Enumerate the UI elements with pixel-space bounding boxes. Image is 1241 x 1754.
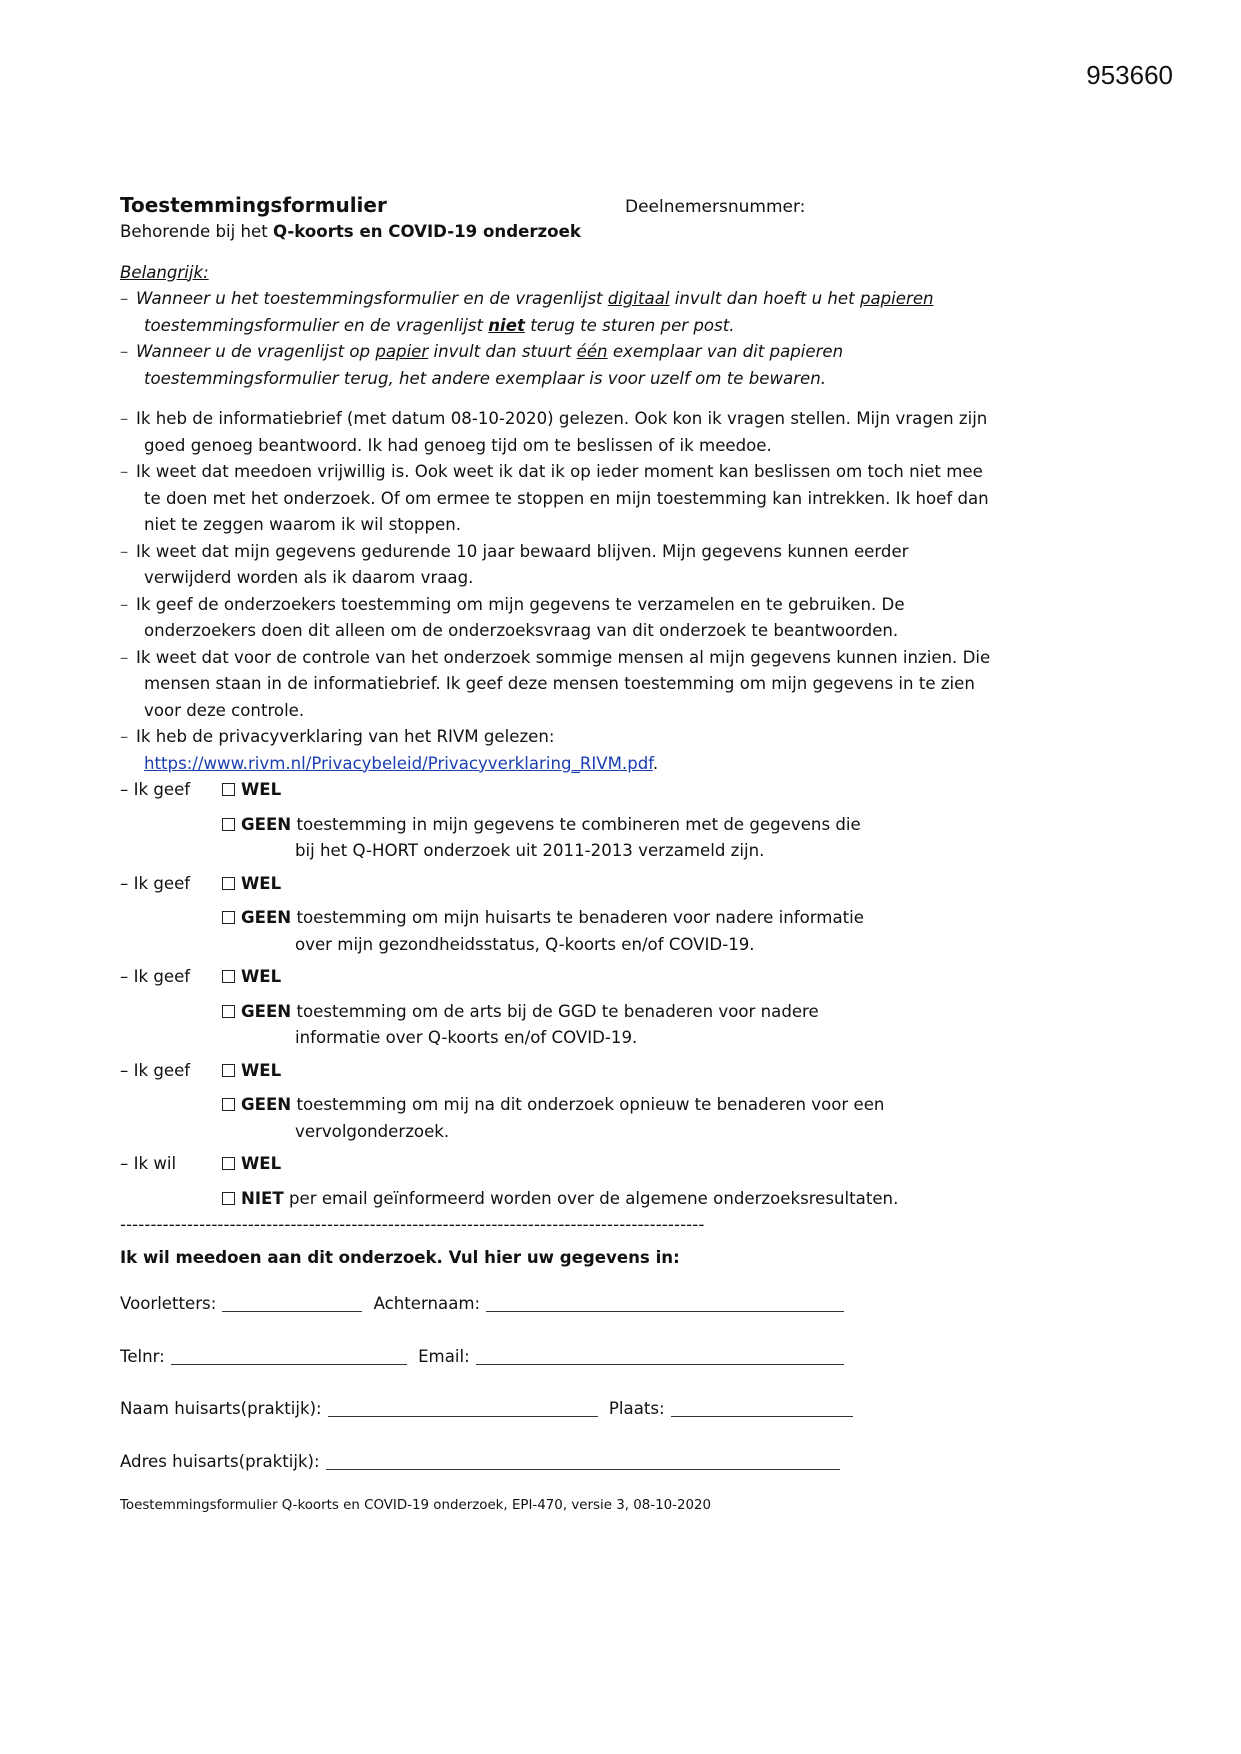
checkbox-wel[interactable]: [222, 1157, 235, 1170]
important-label: Belangrijk:: [120, 262, 209, 282]
place-label: Plaats:: [608, 1399, 665, 1418]
participation-heading: Ik wil meedoen aan dit onderzoek. Vul hier uw gegevens in:: [120, 1247, 680, 1267]
statement-5: – Ik weet dat voor de controle van het onderzoek sommige mensen al mijn gegevens kunnen inzien. Die mensen staan in de informatiebrief. Ik geef deze mensen toestemming om mijn gegevens in te zien voor deze controle.: [120, 647, 991, 720]
important-item-1: – Wanneer u het toestemmingsformulier en de vragenlijst digitaal invult dan hoeft u het papieren toestemmingsformulier en de vragenlijst niet terug te sturen per post.: [120, 289, 934, 335]
place-field[interactable]: [671, 1398, 853, 1417]
checkbox-wel[interactable]: [222, 1064, 235, 1077]
statement-1: – Ik heb de informatiebrief (met datum 08-10-2020) gelezen. Ook kon ik vragen stellen. Mijn vragen zijn goed genoeg beantwoord. Ik had genoeg tijd om te beslissen of ik meedoe.: [120, 409, 988, 455]
consent-form: [120, 192, 1040, 1520]
initials-field[interactable]: [222, 1293, 362, 1312]
statement-4: – Ik geef de onderzoekers toestemming om mijn gegevens te verzamelen en te gebruiken. De onderzoekers doen dit alleen om de onderzoeksvraag van dit onderzoek te beantwoorden.: [120, 594, 905, 640]
email-field[interactable]: [476, 1346, 844, 1365]
important-item-2: – Wanneer u de vragenlijst op papier invult dan stuurt één exemplaar van dit papieren toestemmingsformulier terug, het andere exemplaar is voor uzelf om te bewaren.: [120, 342, 844, 388]
email-label: Email:: [418, 1346, 470, 1366]
checkbox-wel[interactable]: [222, 783, 235, 796]
form-title: Toestemmingsformulier: [120, 193, 387, 217]
initials-label: Voorletters:: [120, 1294, 217, 1313]
privacy-link[interactable]: https://www.rivm.nl/Privacybeleid/Privacyverklaring_RIVM.pdf: [144, 753, 653, 773]
form-header: [120, 192, 1040, 219]
checkbox-wel[interactable]: [222, 970, 235, 983]
participant-number-label: Deelnemersnummer:: [625, 197, 806, 217]
checkbox-geen[interactable]: [222, 818, 235, 831]
footer-note: Toestemmingsformulier Q-koorts en COVID-19 onderzoek, EPI-470, versie 3, 08-10-2020: [120, 1498, 712, 1513]
field-row-gp-address: [120, 1449, 1040, 1476]
statement-privacy: – Ik heb de privacyverklaring van het RIVM gelezen:: [120, 727, 555, 746]
privacy-link-row: https://www.rivm.nl/Privacybeleid/Privacyverklaring_RIVM.pdf.: [120, 751, 1040, 778]
field-row-contact: [120, 1344, 1040, 1371]
document-id: 953660: [1086, 60, 1173, 90]
field-row-name: [120, 1291, 1040, 1318]
statement-3: – Ik weet dat mijn gegevens gedurende 10 jaar bewaard blijven. Mijn gegevens kunnen eerder verwijderd worden als ik daarom vraag.: [120, 541, 909, 587]
phone-field[interactable]: [171, 1346, 407, 1365]
checkbox-geen[interactable]: [222, 1005, 235, 1018]
option-follow-up: – Ik geef WEL GEEN toestemming om mij na dit onderzoek opnieuw te benaderen voor een vervolgonderzoek.: [120, 1060, 885, 1141]
gp-name-field[interactable]: [328, 1398, 598, 1417]
option-combine-data: – Ik geef WEL GEEN toestemming in mijn gegevens te combineren met de gegevens die bij het Q-HORT onderzoek uit 2011-2013 verzameld zijn.: [120, 780, 861, 860]
separator-line: ------------------------------------------------------------------------------------------------: [120, 1215, 705, 1234]
form-subtitle: Behorende bij het Q-koorts en COVID-19 onderzoek: [120, 222, 581, 241]
option-contact-ggd: – Ik geef WEL GEEN toestemming om de arts bij de GGD te benaderen voor nadere informatie over Q-koorts en/of COVID-19.: [120, 967, 819, 1047]
checkbox-geen[interactable]: [222, 1098, 235, 1111]
surname-field[interactable]: [486, 1293, 844, 1312]
option-email-results: – Ik wil WEL NIET per email geïnformeerd worden over de algemene onderzoeksresultaten.: [120, 1154, 899, 1208]
phone-label: Telnr:: [120, 1346, 165, 1366]
checkbox-niet[interactable]: [222, 1192, 235, 1205]
checkbox-wel[interactable]: [222, 877, 235, 890]
gp-address-label: Adres huisarts(praktijk):: [120, 1451, 320, 1471]
gp-address-field[interactable]: [326, 1451, 840, 1470]
gp-name-label: Naam huisarts(praktijk):: [120, 1399, 322, 1418]
field-row-gp: [120, 1396, 1040, 1423]
statement-2: – Ik weet dat meedoen vrijwillig is. Ook weet ik dat ik op ieder moment kan beslissen om toch niet mee te doen met het onderzoek. Of om ermee te stoppen en mijn toestemming kan intrekken. Ik hoef dan niet te zeggen waarom ik wil stoppen.: [120, 462, 989, 534]
surname-label: Achternaam:: [373, 1294, 481, 1313]
checkbox-geen[interactable]: [222, 911, 235, 924]
option-contact-gp: – Ik geef WEL GEEN toestemming om mijn huisarts te benaderen voor nadere informatie over mijn gezondheidsstatus, Q-koorts en/of COVID-19.: [120, 873, 864, 954]
